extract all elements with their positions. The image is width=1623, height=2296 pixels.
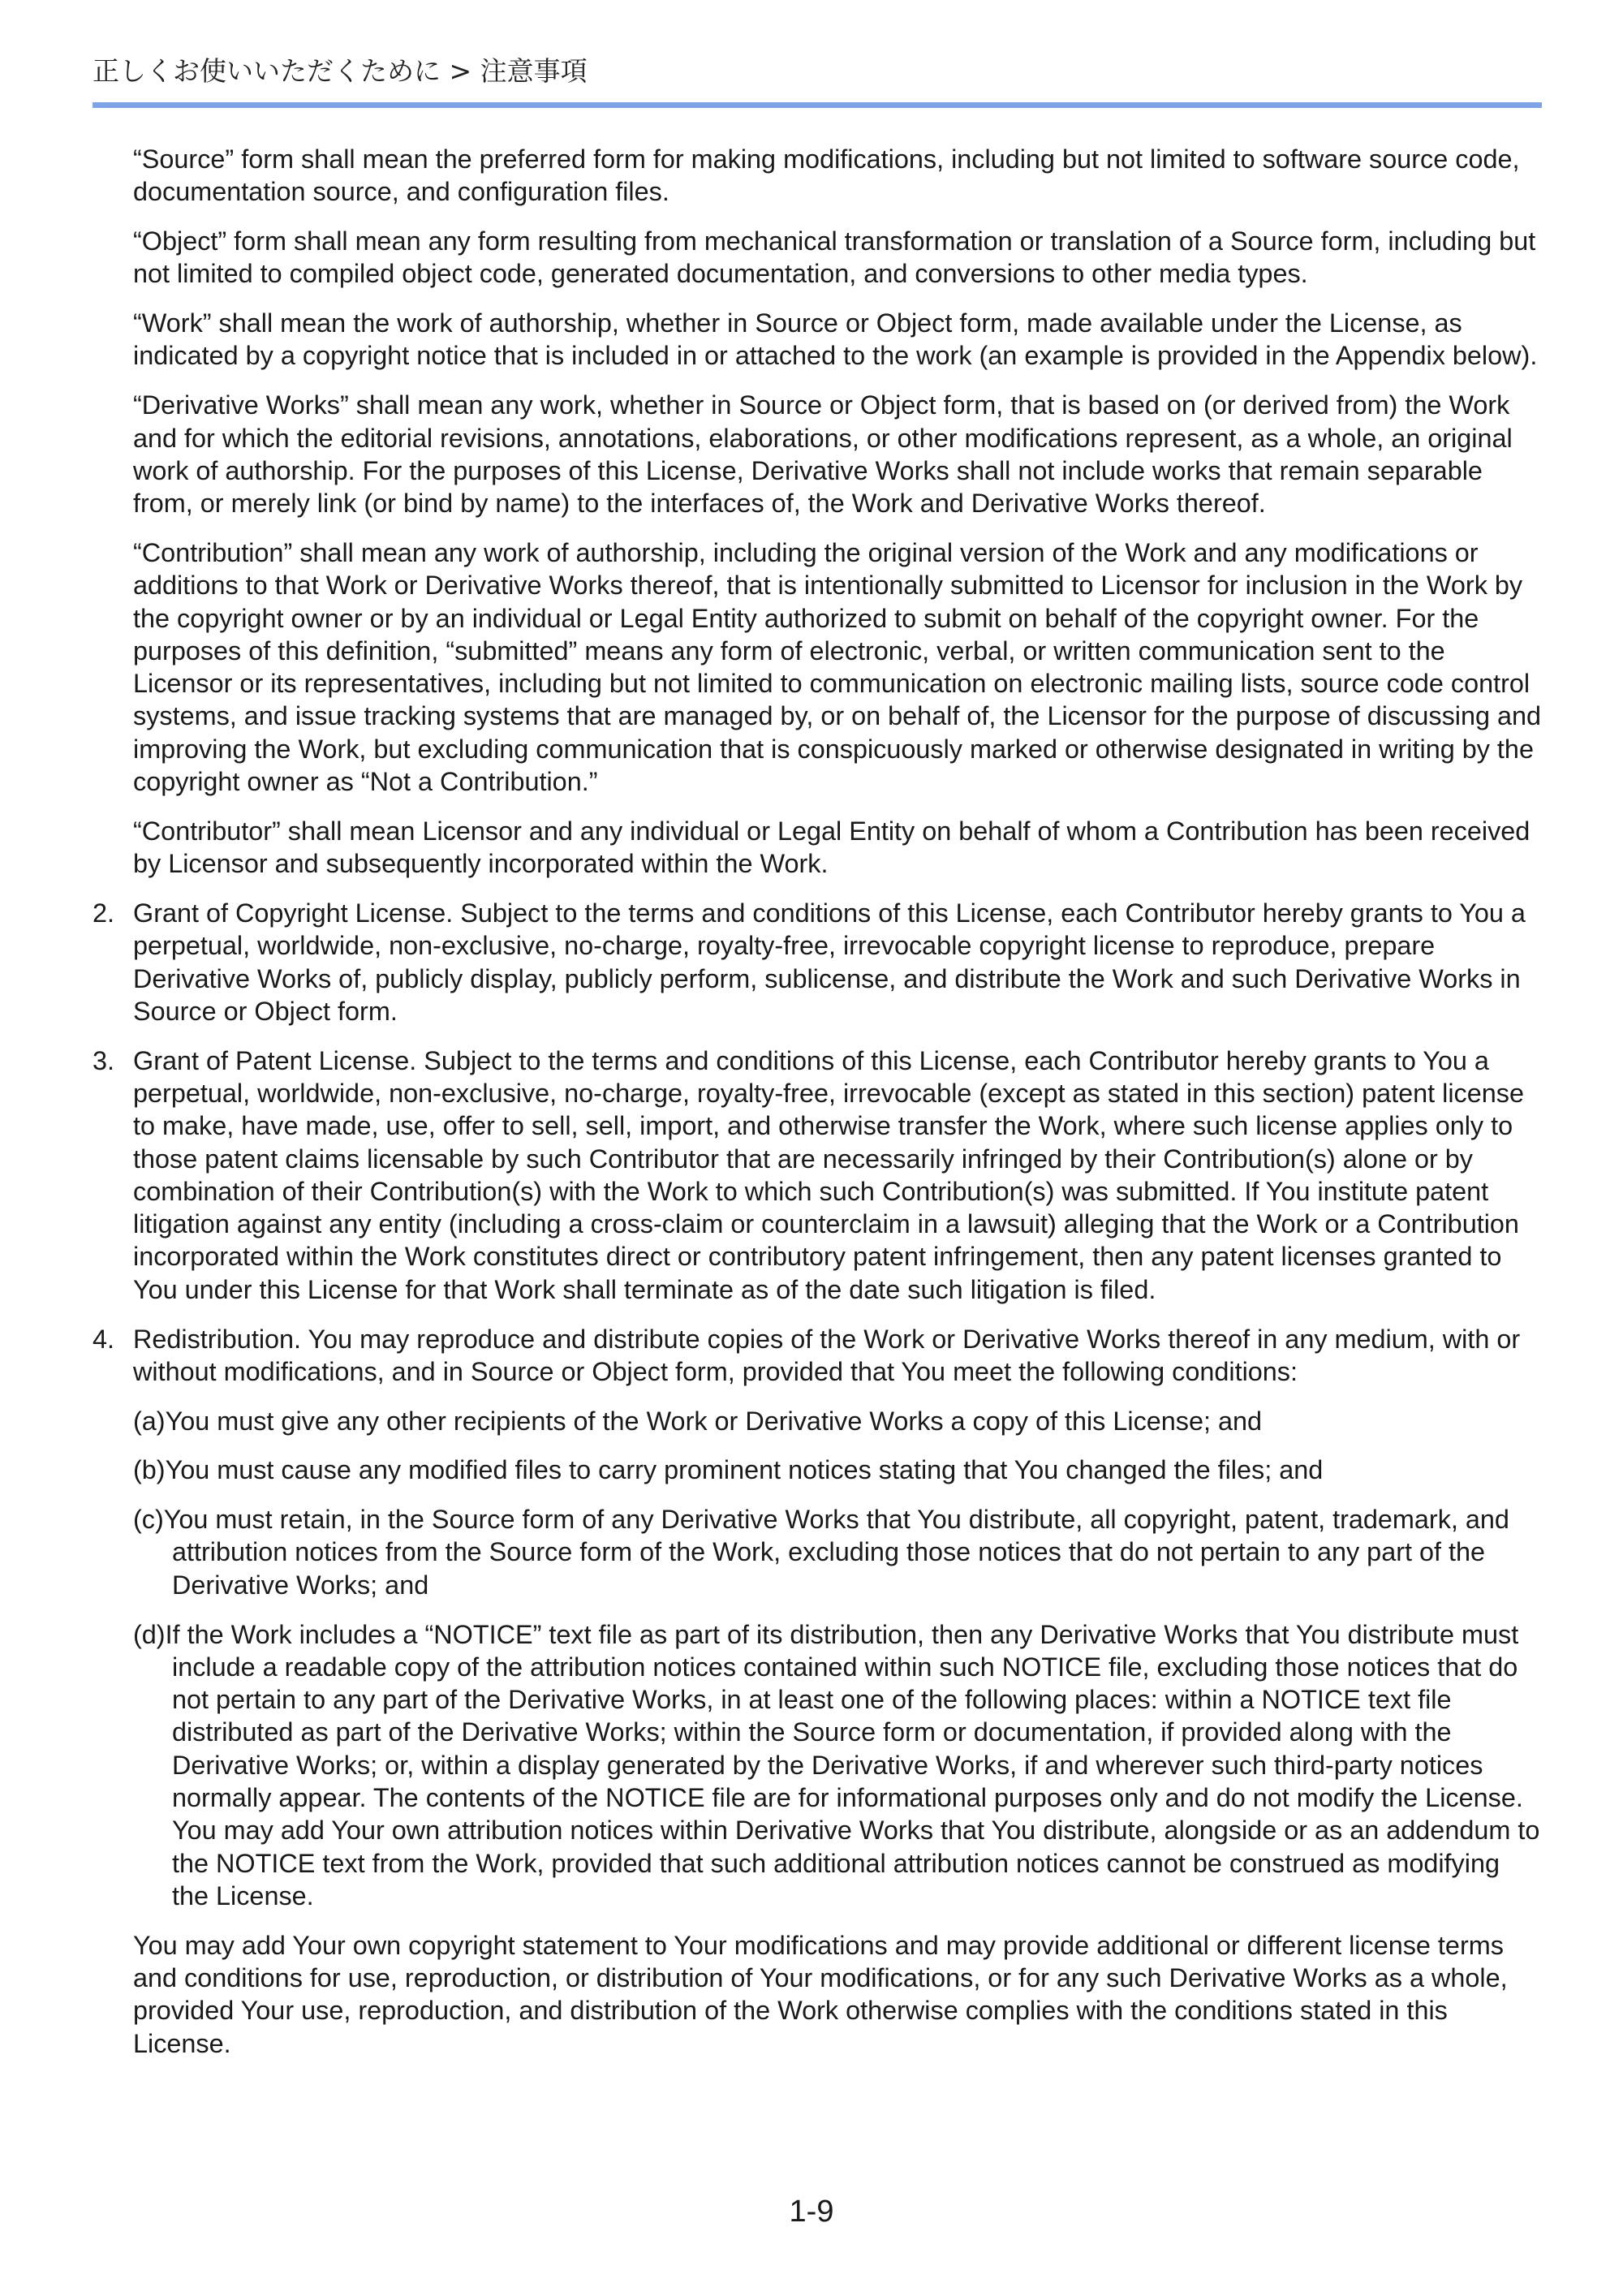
section-number: 3.: [93, 1045, 115, 1075]
section-number: 4.: [93, 1324, 115, 1354]
section-text: Grant of Copyright License. Subject to the terms and conditions of this License, each Contributor hereby grants to You a perpetual, worldwide, non-exclusive, no-charge, royalty-free, irrevocable copyright license to reproduce, prepare Derivative Works of, publicly display, publicly perform, sublicense, and distribute the Work and such Derivative Works in Source or Object form.: [133, 898, 1526, 1026]
condition-d: (d)If the Work includes a “NOTICE” text file as part of its distribution, then any Derivative Works that You distribute must include a readable copy of the attribution notices contained within such NOTICE file, excluding those notices that do not pertain to any part of the Derivative Works, in at least one of the following places: within a NOTICE text file distributed as part of the Derivative Works; within the Source form or documentation, if provided along with the Derivative Works; or, within a display generated by the Derivative Works, if and wherever such third-party notices normally appear. The contents of the NOTICE file are for informational purposes only and do not modify the License. You may add Your own attribution notices within Derivative Works that You distribute, alongside or as an addendum to the NOTICE text from the Work, provided that such additional attribution notices cannot be construed as modifying the License.: [133, 1619, 1540, 1910]
condition-a: (a)You must give any other recipients of the Work or Derivative Works a copy of this License; and: [133, 1406, 1263, 1436]
section-text: Grant of Patent License. Subject to the terms and conditions of this License, each Contributor hereby grants to You a perpetual, worldwide, non-exclusive, no-charge, royalty-free, irrevocable (except as stated in this section) patent license to make, have made, use, offer to sell, sell, import, and otherwise transfer the Work, where such license applies only to those patent claims licensable by such Contributor that are necessarily infringed by their Contribution(s) alone or by combination of their Contribution(s) with the Work to which such Contribution(s) was submitted. If You institute patent litigation against any entity (including a cross-claim or counterclaim in a lawsuit) alleging that the Work or a Contribution incorporated within the Work constitutes direct or contributory patent infringement, then any patent licenses granted to You under this License for that Work shall terminate as of the date such litigation is filed.: [133, 1045, 1524, 1304]
breadcrumb: 正しくお使いいただくために > 注意事項: [93, 55, 588, 87]
definition-source: “Source” form shall mean the preferred form for making modifications, including but not limited to software source code, documentation source, and configuration files.: [133, 144, 1520, 207]
definition-contributor: “Contributor” shall mean Licensor and any individual or Legal Entity on behalf of whom a Contribution has been received by Licensor and subsequently incorporated within the Work.: [133, 816, 1530, 879]
definition-derivative-works: “Derivative Works” shall mean any work, whether in Source or Object form, that is based on (or derived from) the Work and for which the editorial revisions, annotations, elaborations, or other modifications represent, as a whole, an original work of authorship. For the purposes of this License, Derivative Works shall not include works that remain separable from, or merely link (or bind by name) to the interfaces of, the Work and Derivative Works thereof.: [133, 390, 1513, 519]
page-number: 1-9: [789, 2195, 834, 2229]
condition-c: (c)You must retain, in the Source form of any Derivative Works that You distribute, all copyright, patent, trademark, and attribution notices from the Source form of the Work, excluding those notices that do not pertain to any part of the Derivative Works; and: [133, 1505, 1509, 1600]
header-divider: [93, 102, 1542, 108]
section-redistribution: [93, 1323, 1542, 1389]
definition-contribution: “Contribution” shall mean any work of authorship, including the original version of the Work and any modifications or additions to that Work or Derivative Works thereof, that is intentionally submitted to Licensor for inclusion in the Work by the copyright owner or by an individual or Legal Entity authorized to submit on behalf of the copyright owner. For the purposes of this definition, “submitted” means any form of electronic, verbal, or written communication sent to the Licensor or its representatives, including but not limited to communication on electronic mailing lists, source code control systems, and issue tracking systems that are managed by, or on behalf of, the Licensor for the purpose of discussing and improving the Work, but excluding communication that is conspicuously marked or otherwise designated in writing by the copyright owner as “Not a Contribution.”: [133, 537, 1542, 797]
definition-work: “Work” shall mean the work of authorship, whether in Source or Object form, made available under the License, as indicated by a copyright notice that is included in or attached to the work (an example is provided in the Appendix below).: [133, 308, 1538, 371]
definition-object: “Object” form shall mean any form resulting from mechanical transformation or translation of a Source form, including but not limited to compiled object code, generated documentation, and conversions to other media types.: [133, 226, 1536, 289]
license-body: [93, 143, 1542, 2076]
section-number: 2.: [93, 898, 115, 928]
section-text: Redistribution. You may reproduce and distribute copies of the Work or Derivative Works thereof in any medium, with or without modifications, and in Source or Object form, provided that You meet the following conditions:: [133, 1324, 1521, 1386]
closing-paragraph: You may add Your own copyright statement to Your modifications and may provide additional or different license terms and conditions for use, reproduction, or distribution of Your modifications, or for any such Derivative Works as a whole, provided Your use, reproduction, and distribution of the Work otherwise complies with the conditions stated in this License.: [133, 1930, 1508, 2058]
section-patent-license: [93, 1045, 1542, 1306]
section-copyright-license: [93, 897, 1542, 1027]
condition-b: (b)You must cause any modified files to carry prominent notices stating that You changed the files; and: [133, 1455, 1324, 1485]
page-header: [93, 52, 1542, 109]
